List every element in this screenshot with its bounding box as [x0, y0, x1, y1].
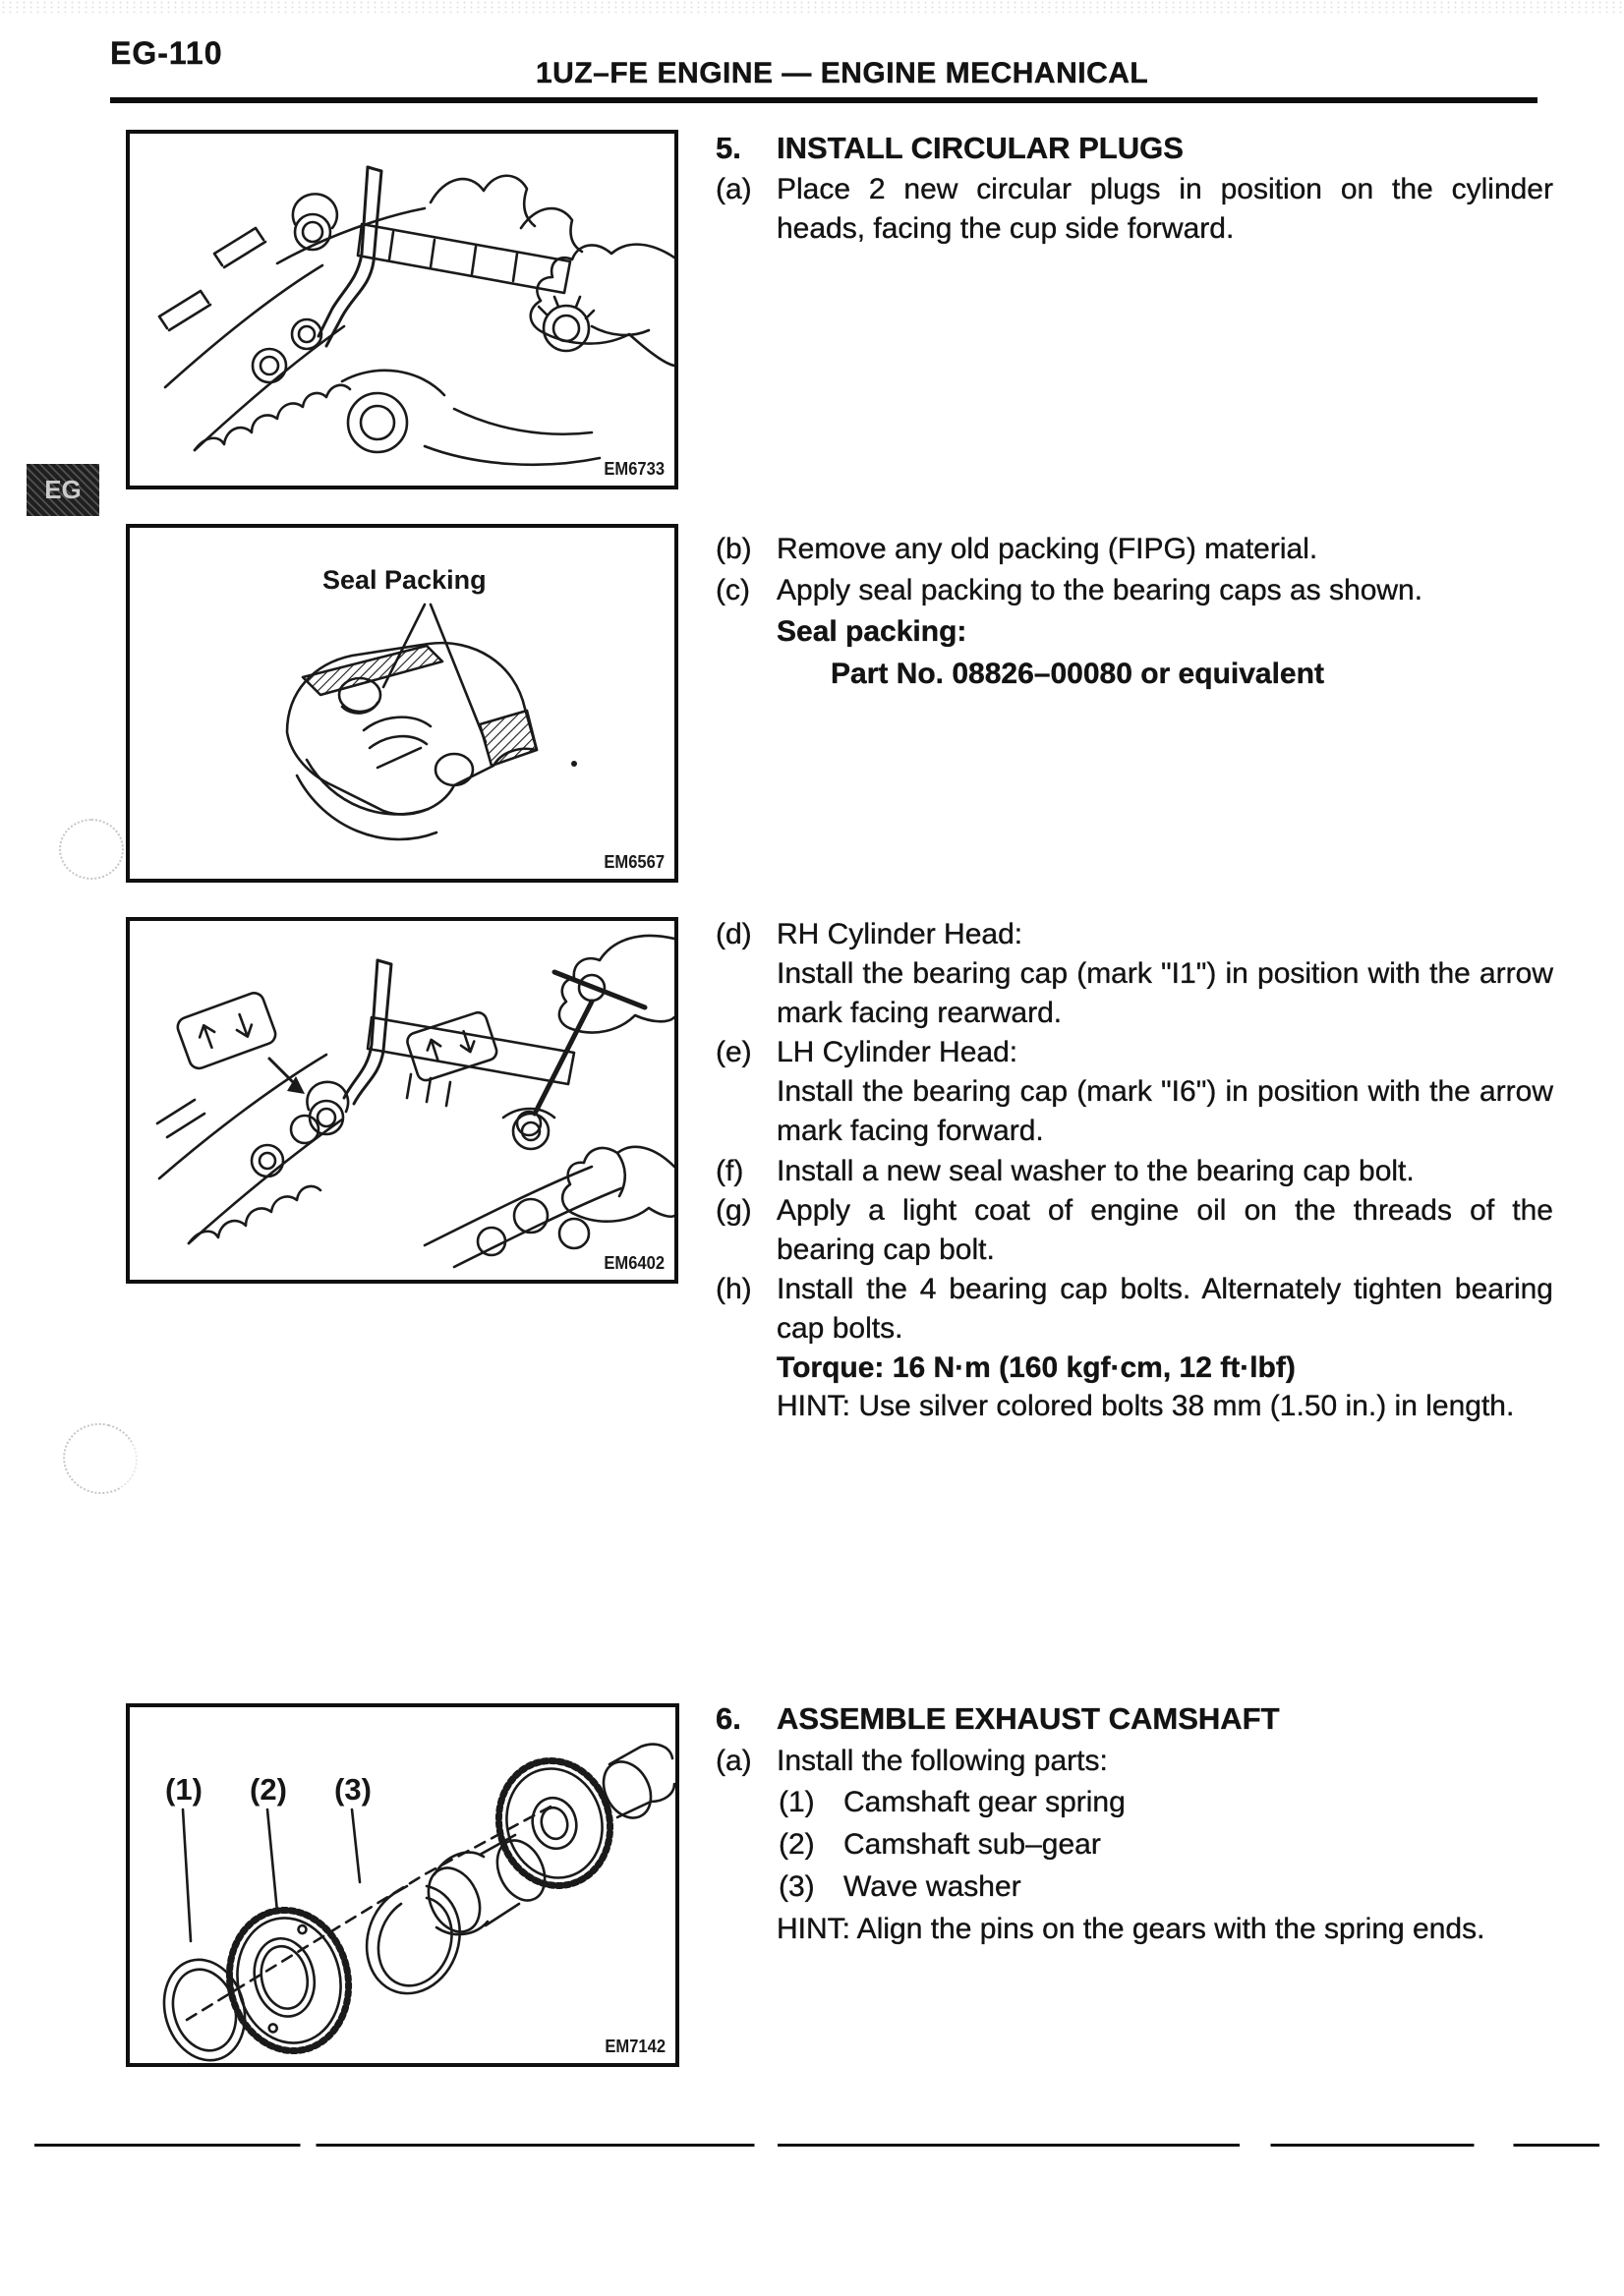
callout-3-label: (3) [334, 1772, 372, 1807]
substep-label: (b) [716, 533, 752, 565]
substep-text-body: Install the bearing cap (mark "I6") in position with the arrow mark facing forward. [777, 1075, 1553, 1147]
header-divider [110, 97, 1537, 103]
figure-code-label: EM6733 [604, 459, 665, 479]
part-name: Camshaft gear spring [843, 1786, 1126, 1818]
substep-text: Apply seal packing to the bearing caps as shown. [777, 574, 1423, 606]
substep-text: Install the following parts: [777, 1745, 1108, 1777]
step-5d [716, 915, 1553, 1033]
step-5e [716, 1033, 1553, 1151]
part-number: (1) [779, 1786, 815, 1818]
substep-text-line1: RH Cylinder Head: [777, 918, 1023, 950]
hint-5 [777, 1387, 1553, 1426]
step-5c [716, 571, 1553, 610]
substep-label: (f) [716, 1155, 744, 1187]
substep-label: (h) [716, 1273, 752, 1305]
gear-spring-ring [152, 1950, 257, 2063]
figure-seal-packing [126, 524, 678, 883]
faint-stamp-circle [59, 819, 124, 880]
substep-text: Apply a light coat of engine oil on the threads of the bearing cap bolt. [777, 1194, 1553, 1266]
substep-label: (d) [716, 918, 752, 950]
substep-text: Remove any old packing (FIPG) material. [777, 533, 1318, 565]
engine-line-art [159, 167, 674, 465]
step-5f [716, 1152, 1553, 1191]
page-code: EG-110 [110, 35, 223, 71]
assembly-axis-dashed-line [187, 1806, 552, 2020]
step-number: 6. [716, 1701, 741, 1736]
section-5-heading [716, 129, 1553, 168]
bottom-divider [34, 2144, 1599, 2147]
part-item-2 [779, 1825, 1553, 1865]
step-5a [716, 170, 1553, 249]
step-title: INSTALL CIRCULAR PLUGS [777, 131, 1184, 165]
substep-text [777, 915, 1553, 1033]
torque-spec: Torque: 16 N·m (160 kgf·cm, 12 ft·lbf) [777, 1351, 1296, 1384]
part-item-3 [779, 1867, 1553, 1907]
camshaft-sub-gear [216, 1899, 361, 2062]
bearing-cap-line-art [287, 604, 577, 839]
substep-label: (g) [716, 1194, 752, 1227]
camshaft-line-art [152, 1745, 674, 2063]
part-number: (2) [779, 1828, 815, 1861]
section-6-heading [716, 1699, 1553, 1739]
edge-tab-label: EG [44, 475, 82, 504]
hint-6: HINT: Align the pins on the gears with the spring ends. [777, 1913, 1485, 1945]
callout-1-label: (1) [165, 1772, 203, 1807]
mark-tag-i1 [175, 991, 278, 1071]
faint-stamp-circle [55, 1415, 145, 1502]
substep-label: (a) [716, 1745, 752, 1777]
camshaft-body [419, 1745, 674, 1940]
wrench-shaft [535, 1002, 592, 1114]
part-item-1 [779, 1783, 1553, 1822]
step-title: ASSEMBLE EXHAUST CAMSHAFT [777, 1701, 1280, 1736]
step-number: 5. [716, 131, 741, 165]
figure-exhaust-camshaft-parts [126, 1703, 679, 2067]
seal-packing-spec-value: Part No. 08826–00080 or equivalent [831, 658, 1324, 690]
bearing-cap-illustration [130, 528, 674, 879]
mark-tag-i6 [405, 1010, 498, 1083]
step-5g [716, 1191, 1553, 1270]
part-name: Camshaft sub–gear [843, 1828, 1101, 1861]
camshaft-exploded-illustration [130, 1707, 675, 2063]
figure-code-label: EM6402 [604, 1253, 665, 1273]
step-6a [716, 1742, 1553, 1781]
substep-label: (c) [716, 574, 750, 606]
figure-code-label: EM7142 [605, 2037, 666, 2056]
hint-text: HINT: Use silver colored bolts 38 mm (1.50 in.) in length. [777, 1390, 1515, 1422]
substep-text [777, 1033, 1553, 1151]
page-title: 1UZ–FE ENGINE — ENGINE MECHANICAL [536, 57, 1149, 89]
figure-install-bearing-cap [126, 917, 678, 1284]
substep-text: Install the 4 bearing cap bolts. Alternately tighten bearing cap bolts. [777, 1273, 1553, 1345]
seal-packing-callout-label: Seal Packing [322, 565, 487, 595]
bearing-cap-install-illustration [130, 921, 674, 1280]
substep-label: (e) [716, 1036, 752, 1068]
substep-label: (a) [716, 173, 752, 205]
section-edge-tab [27, 464, 99, 516]
seal-packing-spec-label: Seal packing: [777, 615, 967, 648]
step-5b [716, 530, 1553, 569]
substep-text-body: Install the bearing cap (mark "I1") in position with the arrow mark facing rearward. [777, 957, 1553, 1029]
engine-line-art [157, 936, 674, 1267]
part-number: (3) [779, 1870, 815, 1903]
part-name: Wave washer [843, 1870, 1021, 1903]
figure-install-circular-plugs [126, 130, 678, 489]
engine-head-plug-illustration [130, 134, 674, 486]
substep-text: Install a new seal washer to the bearing cap bolt. [777, 1155, 1415, 1187]
callout-2-label: (2) [250, 1772, 287, 1807]
substep-text: Place 2 new circular plugs in position on the cylinder heads, facing the cup side forward. [777, 173, 1553, 245]
figure-code-label: EM6567 [604, 852, 665, 872]
step-5h [716, 1270, 1553, 1349]
substep-text-line1: LH Cylinder Head: [777, 1036, 1018, 1068]
scan-noise-band [0, 0, 1624, 13]
